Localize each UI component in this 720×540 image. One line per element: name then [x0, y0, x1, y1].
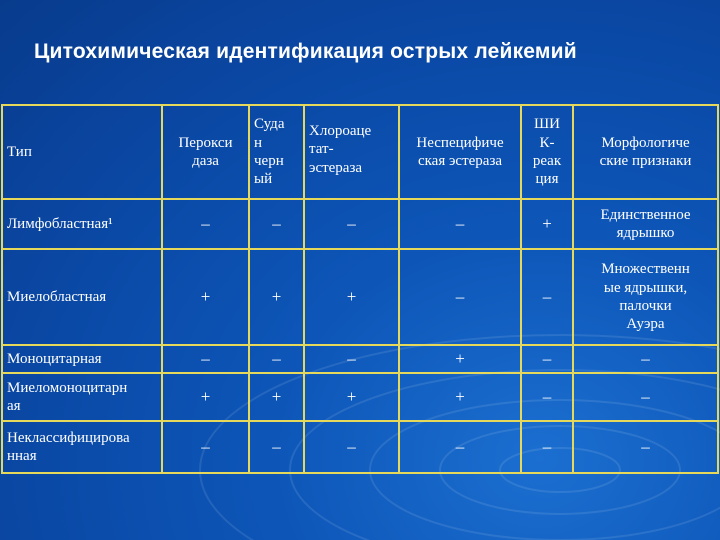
cell-nonspecific: –: [399, 249, 521, 345]
cell-chloro: +: [304, 249, 399, 345]
cell-sudan: –: [249, 345, 304, 373]
slide-title: Цитохимическая идентификация острых лейкемий: [34, 40, 577, 63]
cell-nonspecific: +: [399, 373, 521, 421]
header-type-label: Тип: [7, 143, 32, 160]
cell-chloro: –: [304, 199, 399, 249]
cell-morph: –: [573, 345, 718, 373]
cell-sudan: –: [249, 199, 304, 249]
header-morphology: Морфологиче ские признаки: [573, 105, 718, 199]
cell-sudan: +: [249, 249, 304, 345]
cell-nonspecific: –: [399, 421, 521, 473]
cell-nonspecific: +: [399, 345, 521, 373]
cell-type: Моноцитарная: [2, 345, 162, 373]
cell-sudan: +: [249, 373, 304, 421]
cell-type: Миелобластная: [2, 249, 162, 345]
cell-chloro: –: [304, 421, 399, 473]
cell-peroxidase: +: [162, 373, 249, 421]
table-row: [2, 373, 718, 421]
header-sudan-black: Суда н черн ый: [249, 105, 304, 199]
cell-peroxidase: –: [162, 421, 249, 473]
cell-morph: –: [573, 421, 718, 473]
cell-type: Лимфобластная¹: [2, 199, 162, 249]
cell-morph: –: [573, 373, 718, 421]
cell-type: Миеломоноцитарн ая: [2, 373, 162, 421]
cell-pas: –: [521, 373, 573, 421]
cell-pas: –: [521, 249, 573, 345]
cell-nonspecific: –: [399, 199, 521, 249]
cell-pas: –: [521, 421, 573, 473]
cell-peroxidase: +: [162, 249, 249, 345]
header-chloroacetate-esterase: Хлороаце тат- эстераза: [304, 105, 399, 199]
header-row: [2, 105, 718, 199]
table-row: [2, 345, 718, 373]
cell-chloro: +: [304, 373, 399, 421]
cell-pas: +: [521, 199, 573, 249]
cell-morph: Единственное ядрышко: [573, 199, 718, 249]
cell-pas: –: [521, 345, 573, 373]
header-pas-reaction: ШИ К- реак ция: [521, 105, 573, 199]
cell-chloro: –: [304, 345, 399, 373]
leukemia-cytochemistry-table: [1, 104, 719, 474]
table-row: [2, 421, 718, 473]
cell-peroxidase: –: [162, 199, 249, 249]
cell-morph: Множественн ые ядрышки, палочки Ауэра: [573, 249, 718, 345]
header-type: [2, 105, 162, 199]
cell-sudan: –: [249, 421, 304, 473]
header-peroxidase: Перокси даза: [162, 105, 249, 199]
cell-type: Неклассифицирова нная: [2, 421, 162, 473]
table-row: [2, 199, 718, 249]
header-nonspecific-esterase: Неспецифиче ская эстераза: [399, 105, 521, 199]
cell-peroxidase: –: [162, 345, 249, 373]
table-row: [2, 249, 718, 345]
